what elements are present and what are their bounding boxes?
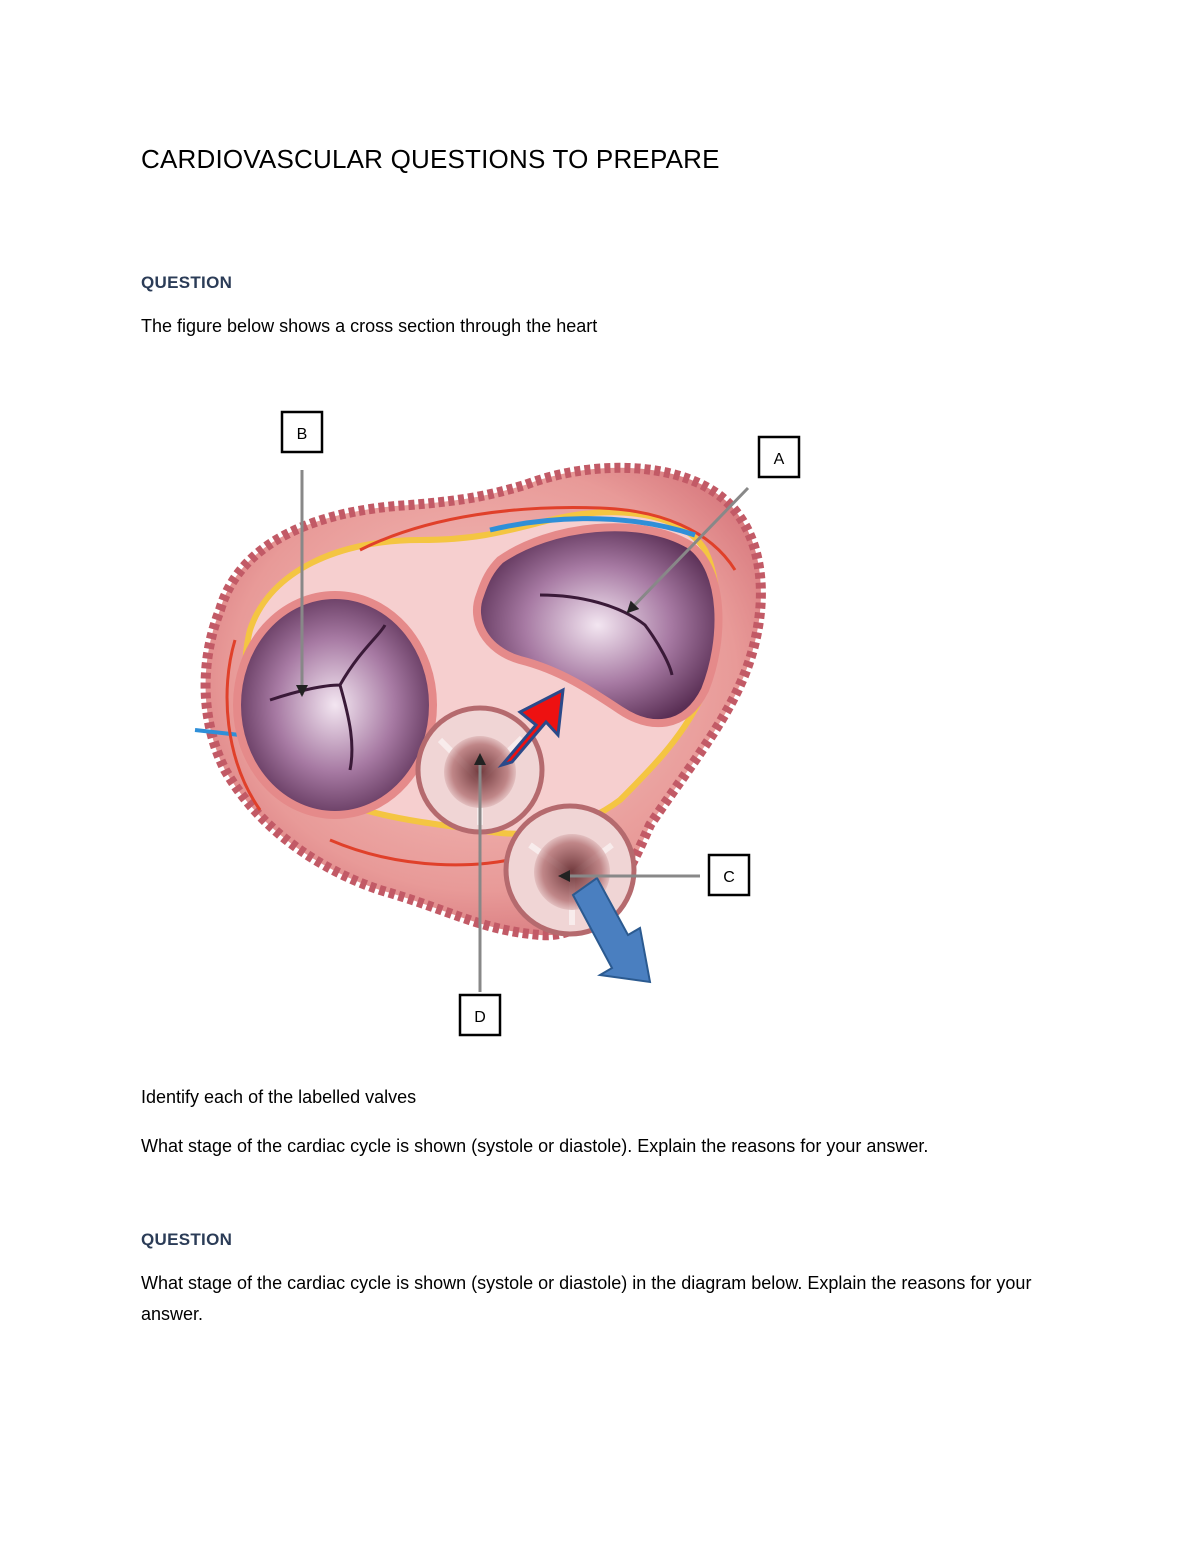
question-1-prompt-2: What stage of the cardiac cycle is shown (systole or diastole). Explain the reasons for your answer.: [141, 1136, 929, 1156]
heart-cross-section-figure: [180, 400, 820, 1050]
page-title: CARDIOVASCULAR QUESTIONS TO PREPARE: [141, 144, 720, 174]
label-b: [282, 412, 322, 452]
svg-text:D: D: [474, 1009, 486, 1026]
label-c: [709, 855, 749, 895]
question-2-prompt-1: What stage of the cardiac cycle is shown (systole or diastole) in the diagram below. Explain the reasons for your answer.: [141, 1273, 1032, 1324]
label-d: [460, 995, 500, 1035]
svg-text:A: A: [773, 451, 785, 468]
valve-b-tricuspid: [237, 595, 433, 815]
question-1-prompt-1: Identify each of the labelled valves: [141, 1087, 417, 1107]
svg-text:C: C: [723, 869, 735, 886]
question-1-intro: The figure below shows a cross section through the heart: [141, 316, 598, 336]
question-2-heading: QUESTION: [141, 1230, 233, 1249]
svg-text:B: B: [296, 426, 308, 443]
label-a: [759, 437, 799, 477]
question-1-heading: QUESTION: [141, 273, 233, 292]
